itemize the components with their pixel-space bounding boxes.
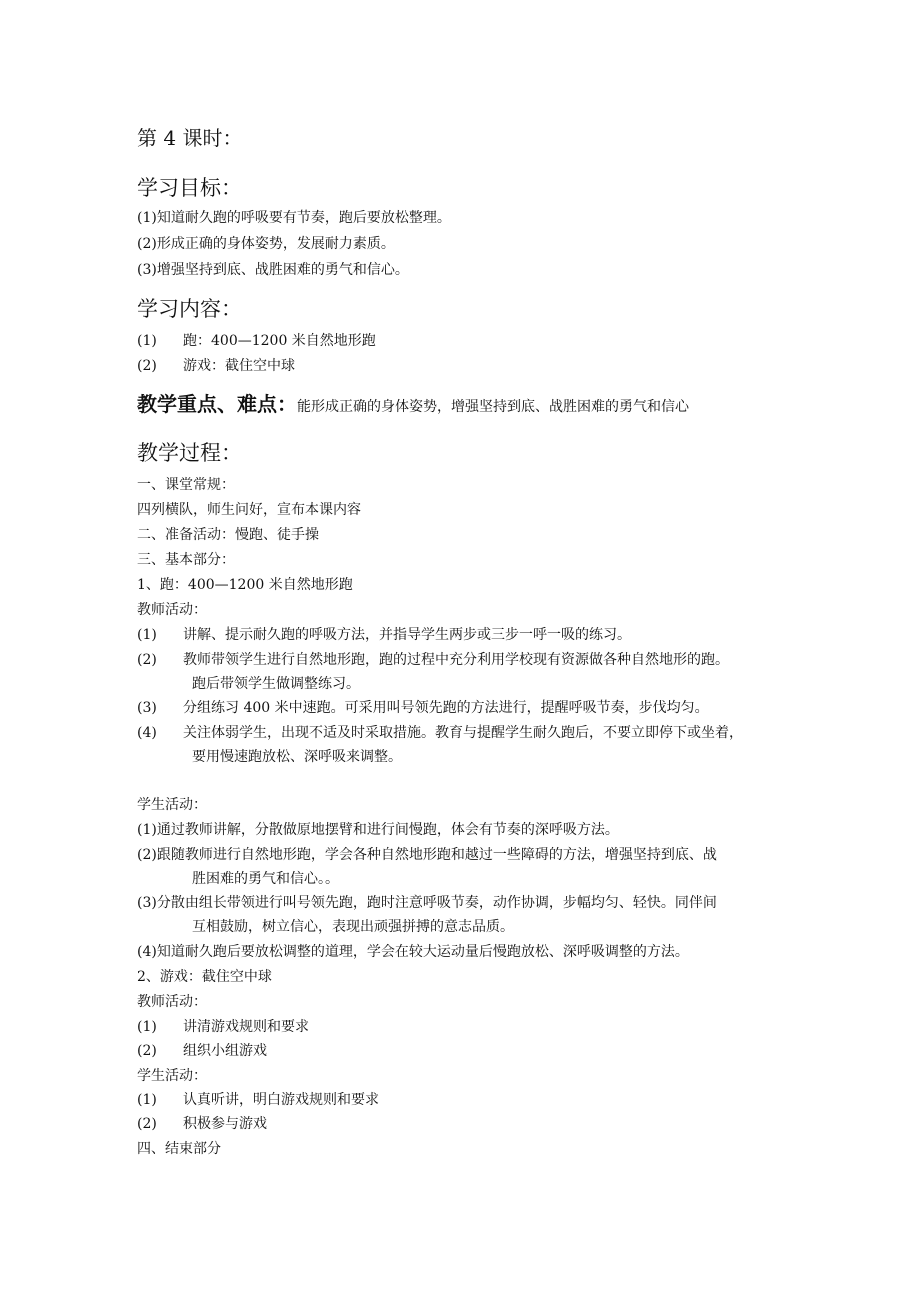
content-item-text: 游戏：截住空中球 <box>183 358 295 374</box>
objective-item: (2)形成正确的身体姿势，发展耐力素质。 <box>137 236 395 252</box>
student-activity-label: 学生活动： <box>137 797 207 813</box>
item-text: 分组练习 400 米中速跑。可采用叫号领先跑的方法进行，提醒呼吸节奏，步伐均匀。 <box>183 700 709 716</box>
keypoints-text: 能形成正确的身体姿势，增强坚持到底、战胜困难的勇气和信心 <box>297 399 689 415</box>
process-heading: 教学过程： <box>137 441 242 465</box>
process-line: 二、准备活动：慢跑、徒手操 <box>137 527 319 543</box>
student-activity-item: (4)知道耐久跑后要放松调整的道理，学会在较大运动量后慢跑放松、深呼吸调整的方法。 <box>137 944 689 960</box>
teacher-activity-item <box>137 722 743 742</box>
item-text: 教师带领学生进行自然地形跑，跑的过程中充分利用学校现有资源做各种自然地形的跑。 <box>183 652 729 668</box>
teacher-activity-label: 教师活动： <box>137 994 207 1010</box>
item-number: (4) <box>137 725 157 741</box>
item-text: 认真听讲，明白游戏规则和要求 <box>183 1092 379 1108</box>
content-item-number: (1) <box>137 333 157 349</box>
item-number: (3) <box>137 700 157 716</box>
game-title: 2、游戏：截住空中球 <box>137 969 272 985</box>
item-text: 组织小组游戏 <box>183 1043 267 1059</box>
content-item-text: 跑：400—1200 米自然地形跑 <box>183 333 376 349</box>
keypoints-line <box>137 388 689 417</box>
item-text-continuation: 互相鼓励，树立信心，表现出顽强拼搏的意志品质。 <box>192 919 514 935</box>
student-activity-item <box>137 1113 267 1133</box>
teacher-activity-item <box>137 697 709 717</box>
item-text: 积极参与游戏 <box>183 1116 267 1132</box>
content-heading: 学习内容： <box>137 297 242 321</box>
teacher-activity-item <box>137 624 631 644</box>
content-item <box>137 330 376 350</box>
item-text-continuation: 要用慢速跑放松、深呼吸来调整。 <box>192 749 402 765</box>
item-text-continuation: 跑后带领学生做调整练习。 <box>192 676 360 692</box>
item-number: (1) <box>137 1092 157 1108</box>
keypoints-heading: 教学重点、难点： <box>137 392 297 416</box>
teacher-activity-item <box>137 1040 267 1060</box>
item-number: (2) <box>137 652 157 668</box>
student-activity-item: (1)通过教师讲解，分散做原地摆臂和进行间慢跑，体会有节奏的深呼吸方法。 <box>137 822 619 838</box>
process-line: 1、跑：400—1200 米自然地形跑 <box>137 577 353 593</box>
teacher-activity-item <box>137 649 729 669</box>
content-item <box>137 355 295 375</box>
student-activity-label: 学生活动： <box>137 1068 207 1084</box>
student-activity-item <box>137 1089 379 1109</box>
process-line: 三、基本部分： <box>137 552 235 568</box>
item-text-continuation: 胜困难的勇气和信心。。 <box>192 871 339 887</box>
objective-item: (1)知道耐久跑的呼吸要有节奏，跑后要放松整理。 <box>137 210 451 226</box>
content-item-number: (2) <box>137 358 157 374</box>
item-number: (2) <box>137 1116 157 1132</box>
lesson-title: 第 4 课时： <box>137 126 243 150</box>
item-text: 讲清游戏规则和要求 <box>183 1019 309 1035</box>
teacher-activity-item <box>137 1016 309 1036</box>
item-text: 关注体弱学生，出现不适及时采取措施。教育与提醒学生耐久跑后，不要立即停下或坐着， <box>183 725 743 741</box>
process-line: 四列横队，师生问好，宣布本课内容 <box>137 502 361 518</box>
ending-section: 四、结束部分 <box>137 1141 221 1157</box>
process-line: 一、课堂常规： <box>137 477 235 493</box>
student-activity-item: (3)分散由组长带领进行叫号领先跑，跑时注意呼吸节奏，动作协调，步幅均匀、轻快。同伴间 <box>137 895 717 911</box>
student-activity-item: (2)跟随教师进行自然地形跑，学会各种自然地形跑和越过一些障碍的方法，增强坚持到底、战 <box>137 847 717 863</box>
item-number: (1) <box>137 627 157 643</box>
objectives-heading: 学习目标： <box>137 176 242 200</box>
objective-item: (3)增强坚持到底、战胜困难的勇气和信心。 <box>137 262 409 278</box>
teacher-activity-label: 教师活动： <box>137 602 207 618</box>
item-number: (2) <box>137 1043 157 1059</box>
item-number: (1) <box>137 1019 157 1035</box>
item-text: 讲解、提示耐久跑的呼吸方法，并指导学生两步或三步一呼一吸的练习。 <box>183 627 631 643</box>
